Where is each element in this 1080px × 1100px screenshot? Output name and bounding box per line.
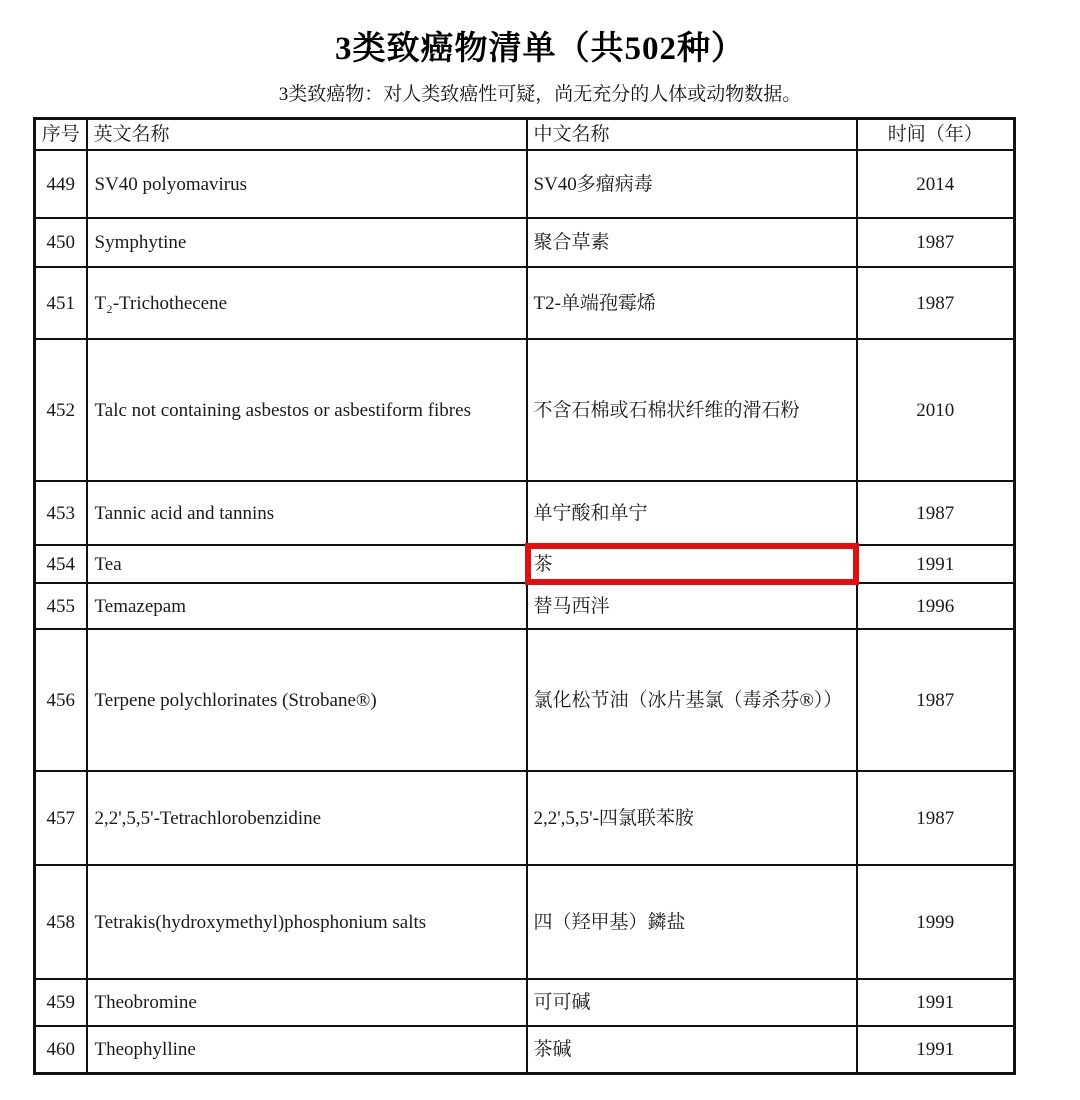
cell-year: 2010 bbox=[857, 339, 1015, 481]
cell-english-name: Tannic acid and tannins bbox=[87, 481, 527, 545]
cell-year: 1987 bbox=[857, 629, 1015, 771]
table-row bbox=[35, 267, 1015, 339]
column-header-year: 时间（年） bbox=[857, 119, 1015, 151]
cell-serial: 449 bbox=[35, 150, 87, 218]
column-header-english-name: 英文名称 bbox=[87, 119, 527, 151]
cell-chinese-name: 氯化松节油（冰片基氯（毒杀芬®）） bbox=[527, 629, 857, 771]
cell-english-name: Temazepam bbox=[87, 583, 527, 629]
cell-english-name: Talc not containing asbestos or asbestiform fibres bbox=[87, 339, 527, 481]
cell-english-name: SV40 polyomavirus bbox=[87, 150, 527, 218]
cell-year: 1991 bbox=[857, 545, 1015, 583]
table-row bbox=[35, 583, 1015, 629]
cell-serial: 454 bbox=[35, 545, 87, 583]
cell-chinese-name: 2,2',5,5'-四氯联苯胺 bbox=[527, 771, 857, 865]
table-row bbox=[35, 481, 1015, 545]
cell-english-name: T₂-Trichothecene bbox=[87, 267, 527, 339]
column-header-chinese-name: 中文名称 bbox=[527, 119, 857, 151]
cell-english-name: Symphytine bbox=[87, 218, 527, 267]
cell-serial: 459 bbox=[35, 979, 87, 1026]
table-row bbox=[35, 150, 1015, 218]
table-row bbox=[35, 771, 1015, 865]
column-header-serial: 序号 bbox=[35, 119, 87, 151]
page-subtitle: 3类致癌物：对人类致癌性可疑，尚无充分的人体或动物数据。 bbox=[278, 84, 802, 105]
cell-year: 2014 bbox=[857, 150, 1015, 218]
cell-english-name: Tea bbox=[87, 545, 527, 583]
cell-serial: 457 bbox=[35, 771, 87, 865]
cell-year: 1991 bbox=[857, 1026, 1015, 1073]
cell-year: 1987 bbox=[857, 771, 1015, 865]
table-header-row bbox=[35, 119, 1015, 151]
cell-chinese-name: 可可碱 bbox=[527, 979, 857, 1026]
cell-chinese-name: 茶 bbox=[527, 545, 857, 583]
cell-chinese-name: SV40多瘤病毒 bbox=[527, 150, 857, 218]
cell-chinese-name: 聚合草素 bbox=[527, 218, 857, 267]
cell-year: 1987 bbox=[857, 267, 1015, 339]
cell-serial: 450 bbox=[35, 218, 87, 267]
cell-english-name: Theobromine bbox=[87, 979, 527, 1026]
cell-year: 1987 bbox=[857, 218, 1015, 267]
cell-chinese-name: 茶碱 bbox=[527, 1026, 857, 1073]
table-row bbox=[35, 979, 1015, 1026]
table-row bbox=[35, 865, 1015, 979]
cell-serial: 451 bbox=[35, 267, 87, 339]
cell-serial: 455 bbox=[35, 583, 87, 629]
cell-year: 1996 bbox=[857, 583, 1015, 629]
cell-serial: 453 bbox=[35, 481, 87, 545]
page-title: 3类致癌物清单（共502种） bbox=[335, 31, 745, 67]
cell-serial: 460 bbox=[35, 1026, 87, 1073]
cell-english-name: 2,2',5,5'-Tetrachlorobenzidine bbox=[87, 771, 527, 865]
table-row bbox=[35, 1026, 1015, 1073]
cell-english-name: Tetrakis(hydroxymethyl)phosphonium salts bbox=[87, 865, 527, 979]
cell-year: 1991 bbox=[857, 979, 1015, 1026]
cell-english-name: Theophylline bbox=[87, 1026, 527, 1073]
table-row bbox=[35, 339, 1015, 481]
cell-serial: 452 bbox=[35, 339, 87, 481]
cell-serial: 458 bbox=[35, 865, 87, 979]
table-row bbox=[35, 218, 1015, 267]
table-row bbox=[35, 629, 1015, 771]
cell-serial: 456 bbox=[35, 629, 87, 771]
cell-chinese-name: 单宁酸和单宁 bbox=[527, 481, 857, 545]
carcinogen-table bbox=[33, 117, 1016, 1075]
highlight-box bbox=[525, 543, 859, 585]
cell-chinese-name: 不含石棉或石棉状纤维的滑石粉 bbox=[527, 339, 857, 481]
cell-english-name: Terpene polychlorinates (Strobane®) bbox=[87, 629, 527, 771]
table-body bbox=[35, 150, 1015, 1073]
cell-chinese-name: T2-单端孢霉烯 bbox=[527, 267, 857, 339]
cell-chinese-name: 替马西泮 bbox=[527, 583, 857, 629]
cell-year: 1999 bbox=[857, 865, 1015, 979]
table-row bbox=[35, 545, 1015, 583]
cell-year: 1987 bbox=[857, 481, 1015, 545]
cell-chinese-name: 四（羟甲基）鏻盐 bbox=[527, 865, 857, 979]
